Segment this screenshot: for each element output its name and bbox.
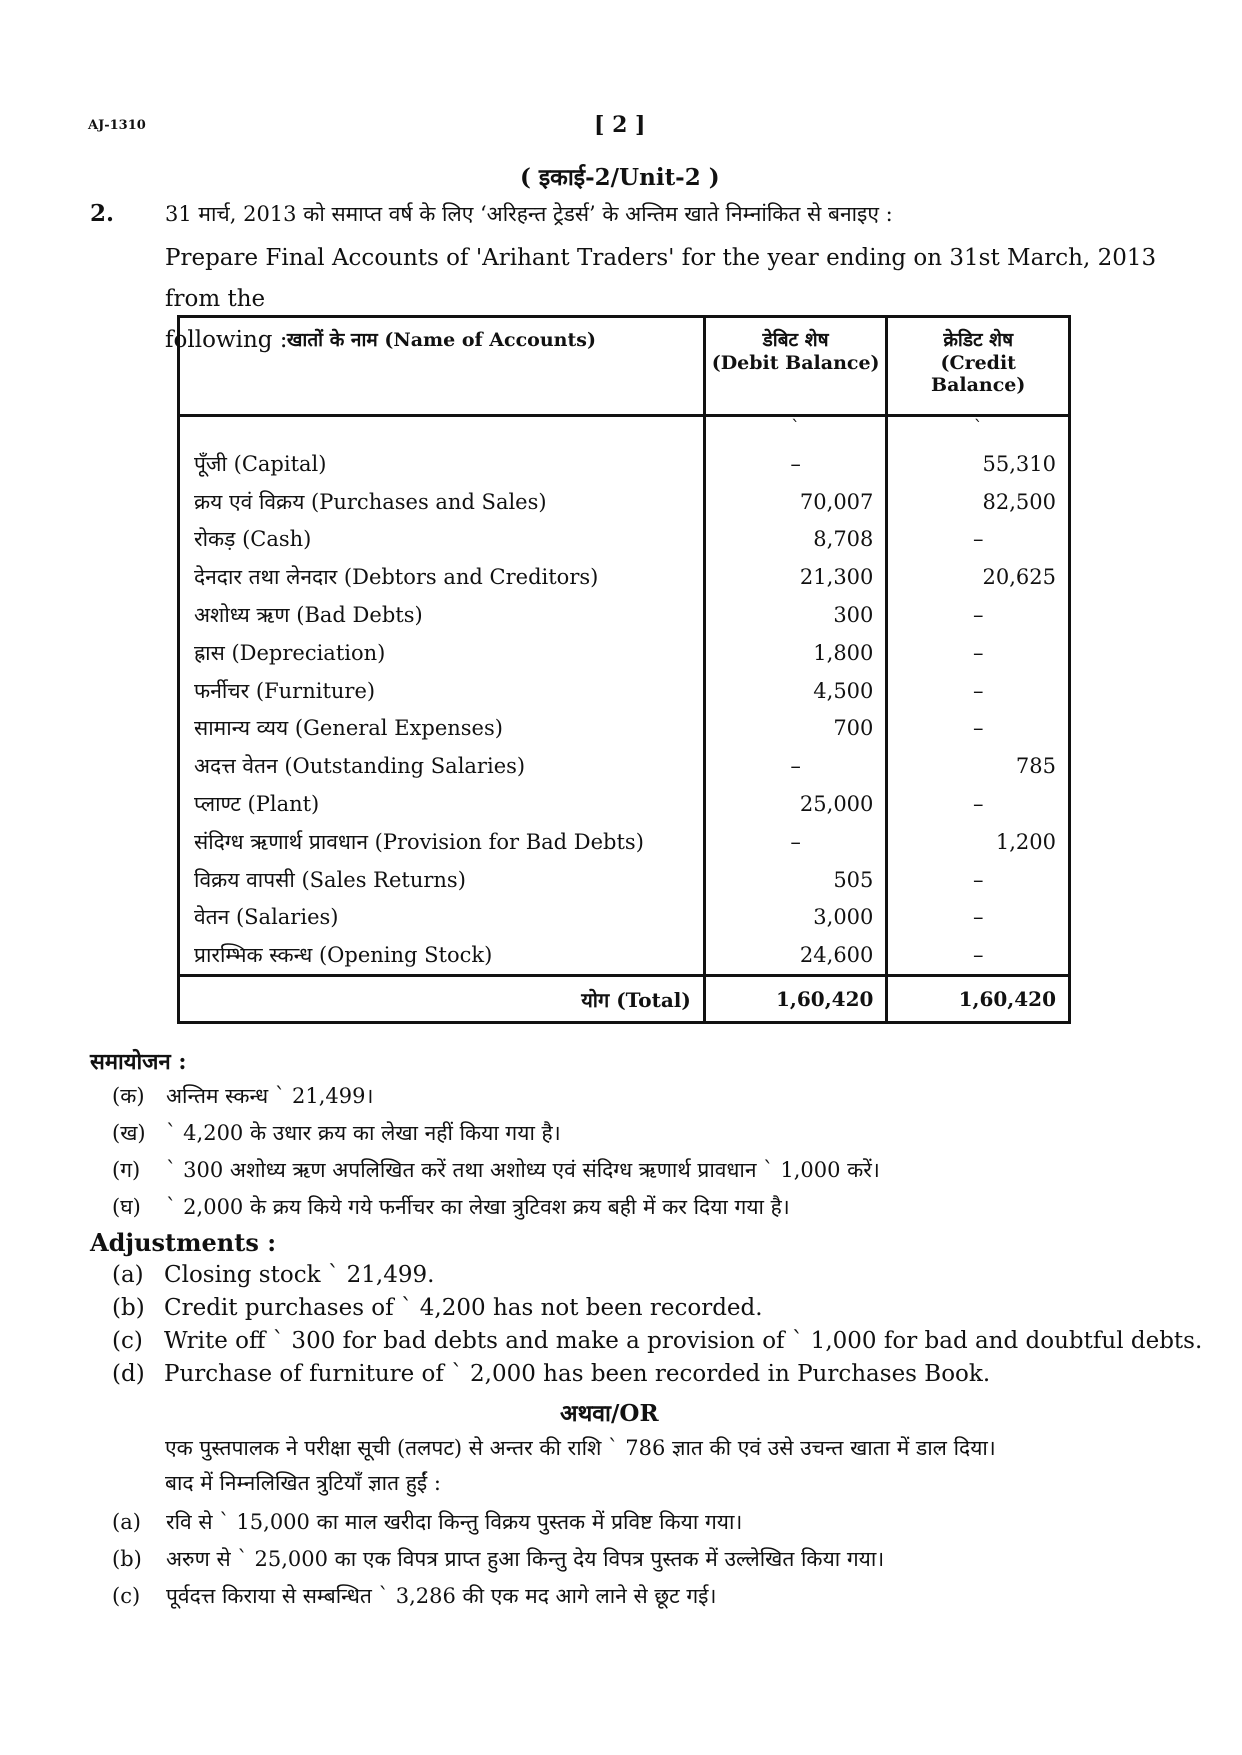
list-item [112, 1361, 990, 1387]
table-row [179, 710, 1070, 748]
list-item [112, 1119, 561, 1147]
credit-balance: 1,200 [887, 823, 1070, 861]
list-item [112, 1193, 790, 1221]
list-item [112, 1156, 880, 1184]
list-item-label: (d) [112, 1361, 145, 1387]
account-name: फर्नीचर (Furniture) [179, 672, 705, 710]
credit-balance: – [887, 521, 1070, 559]
table-row [179, 785, 1070, 823]
trial-balance-table [177, 315, 1071, 1024]
account-name: प्रारम्भिक स्कन्ध (Opening Stock) [179, 936, 705, 975]
header-debit-balance [704, 317, 887, 416]
paper-code: AJ-1310 [88, 118, 146, 133]
account-name: रोकड़ (Cash) [179, 521, 705, 559]
account-name: वेतन (Salaries) [179, 899, 705, 937]
credit-balance: 82,500 [887, 483, 1070, 521]
question-number: 2. [90, 200, 115, 227]
credit-balance: 20,625 [887, 558, 1070, 596]
account-name: प्लाण्ट (Plant) [179, 785, 705, 823]
list-item [112, 1545, 884, 1573]
table-row [179, 672, 1070, 710]
table-row [179, 445, 1070, 483]
question-english-line: following : [165, 327, 288, 353]
table-row [179, 747, 1070, 785]
debit-balance: 300 [704, 596, 887, 634]
page-number: [ 2 ] [594, 112, 646, 138]
table-row [179, 558, 1070, 596]
list-item-text: ` 300 अशोध्य ऋण अपलिखित करें तथा अशोध्य एवं संदिग्ध ऋणार्थ प्रावधान ` 1,000 करें। [166, 1158, 880, 1182]
account-name: ह्रास (Depreciation) [179, 634, 705, 672]
account-name: अशोध्य ऋण (Bad Debts) [179, 596, 705, 634]
debit-balance: – [704, 747, 887, 785]
header-credit-balance [887, 317, 1070, 416]
debit-balance: 8,708 [704, 521, 887, 559]
credit-balance: 55,310 [887, 445, 1070, 483]
list-item-label: (ख) [112, 1121, 146, 1145]
header-credit-english: (Credit [940, 352, 1016, 374]
list-item-label: (घ) [112, 1195, 141, 1219]
adjustments-heading-hindi: समायोजन : [90, 1049, 187, 1075]
list-item [112, 1295, 763, 1321]
list-item-text: अरुण से ` 25,000 का एक विपत्र प्राप्त हुआ किन्तु देय विपत्र पुस्तक में उल्लेखित किया गया। [166, 1547, 885, 1571]
list-item-text: Credit purchases of ` 4,200 has not been recorded. [164, 1295, 763, 1321]
currency-symbol: ` [704, 416, 887, 446]
list-item-label: (a) [112, 1510, 141, 1534]
credit-balance: – [887, 861, 1070, 899]
debit-balance: 700 [704, 710, 887, 748]
header-credit-english: Balance) [931, 374, 1026, 396]
header-debit-english: (Debit Balance) [711, 352, 880, 374]
list-item-text: अन्तिम स्कन्ध ` 21,499। [166, 1084, 374, 1108]
list-item-text: Closing stock ` 21,499. [164, 1262, 435, 1288]
list-item [112, 1508, 742, 1536]
account-name: क्रय एवं विक्रय (Purchases and Sales) [179, 483, 705, 521]
list-item [112, 1582, 716, 1610]
header-name-of-accounts: खातों के नाम (Name of Accounts) [179, 317, 705, 416]
credit-balance: – [887, 672, 1070, 710]
credit-balance: – [887, 936, 1070, 975]
total-credit: 1,60,420 [887, 976, 1070, 1023]
list-item-label: (क) [112, 1084, 145, 1108]
list-item [112, 1082, 373, 1110]
or-paragraph-line: एक पुस्तपालक ने परीक्षा सूची (तलपट) से अन्तर की राशि ` 786 ज्ञात की एवं उसे उचन्त खाता में डाल दिया। [165, 1436, 996, 1460]
total-label: योग (Total) [179, 976, 705, 1023]
credit-balance: – [887, 596, 1070, 634]
list-item-text: रवि से ` 15,000 का माल खरीदा किन्तु विक्रय पुस्तक में प्रविष्ट किया गया। [166, 1510, 743, 1534]
adjustments-heading-english: Adjustments : [90, 1228, 277, 1257]
list-item-text: Write off ` 300 for bad debts and make a provision of ` 1,000 for bad and doubtful debts. [164, 1328, 1203, 1354]
debit-balance: 505 [704, 861, 887, 899]
question-english-line: Prepare Final Accounts of 'Arihant Traders' for the year ending on 31st March, 2013 from the [165, 245, 1157, 312]
table-row [179, 936, 1070, 975]
credit-balance: – [887, 899, 1070, 937]
debit-balance: – [704, 823, 887, 861]
table-row [179, 861, 1070, 899]
account-name: विक्रय वापसी (Sales Returns) [179, 861, 705, 899]
currency-row [179, 416, 1070, 446]
list-item-label: (b) [112, 1295, 145, 1321]
account-name: संदिग्ध ऋणार्थ प्रावधान (Provision for Bad Debts) [179, 823, 705, 861]
debit-balance: 70,007 [704, 483, 887, 521]
debit-balance: – [704, 445, 887, 483]
table-row [179, 899, 1070, 937]
table-row [179, 634, 1070, 672]
debit-balance: 25,000 [704, 785, 887, 823]
credit-balance: 785 [887, 747, 1070, 785]
list-item [112, 1328, 1202, 1354]
credit-balance: – [887, 785, 1070, 823]
list-item-text: पूर्वदत्त किराया से सम्बन्धित ` 3,286 की एक मद आगे लाने से छूट गई। [166, 1584, 717, 1608]
table-row [179, 823, 1070, 861]
list-item-label: (c) [112, 1328, 143, 1354]
or-paragraph-line: बाद में निम्नलिखित त्रुटियाँ ज्ञात हुईं : [165, 1471, 441, 1495]
account-name: देनदार तथा लेनदार (Debtors and Creditors) [179, 558, 705, 596]
currency-symbol: ` [887, 416, 1070, 446]
debit-balance: 1,800 [704, 634, 887, 672]
account-name: अदत्त वेतन (Outstanding Salaries) [179, 747, 705, 785]
credit-balance: – [887, 710, 1070, 748]
currency-cell [179, 416, 705, 446]
debit-balance: 4,500 [704, 672, 887, 710]
list-item [112, 1262, 434, 1288]
total-debit: 1,60,420 [704, 976, 887, 1023]
credit-balance: – [887, 634, 1070, 672]
debit-balance: 24,600 [704, 936, 887, 975]
list-item-label: (ग) [112, 1158, 141, 1182]
table-row [179, 483, 1070, 521]
account-name: पूँजी (Capital) [179, 445, 705, 483]
table-row [179, 521, 1070, 559]
list-item-text: ` 4,200 के उधार क्रय का लेखा नहीं किया गया है। [166, 1121, 561, 1145]
debit-balance: 3,000 [704, 899, 887, 937]
account-name: सामान्य व्यय (General Expenses) [179, 710, 705, 748]
list-item-label: (c) [112, 1584, 141, 1608]
unit-heading: ( इकाई-2/Unit-2 ) [520, 164, 720, 191]
table-row [179, 596, 1070, 634]
list-item-label: (a) [112, 1262, 144, 1288]
header-debit-hindi: डेबिट शेष [762, 329, 829, 351]
debit-balance: 21,300 [704, 558, 887, 596]
list-item-text: Purchase of furniture of ` 2,000 has been recorded in Purchases Book. [164, 1361, 991, 1387]
question-text-hindi: 31 मार्च, 2013 को समाप्त वर्ष के लिए ‘अरिहन्त ट्रेडर्स’ के अन्तिम खाते निम्नांकित से बनाइए : [165, 202, 893, 226]
list-item-label: (b) [112, 1547, 142, 1571]
header-credit-hindi: क्रेडिट शेष [943, 329, 1014, 351]
list-item-text: ` 2,000 के क्रय किये गये फर्नीचर का लेखा त्रुटिवश क्रय बही में कर दिया गया है। [166, 1195, 790, 1219]
or-heading: अथवा/OR [560, 1400, 659, 1427]
total-row [179, 976, 1070, 1023]
